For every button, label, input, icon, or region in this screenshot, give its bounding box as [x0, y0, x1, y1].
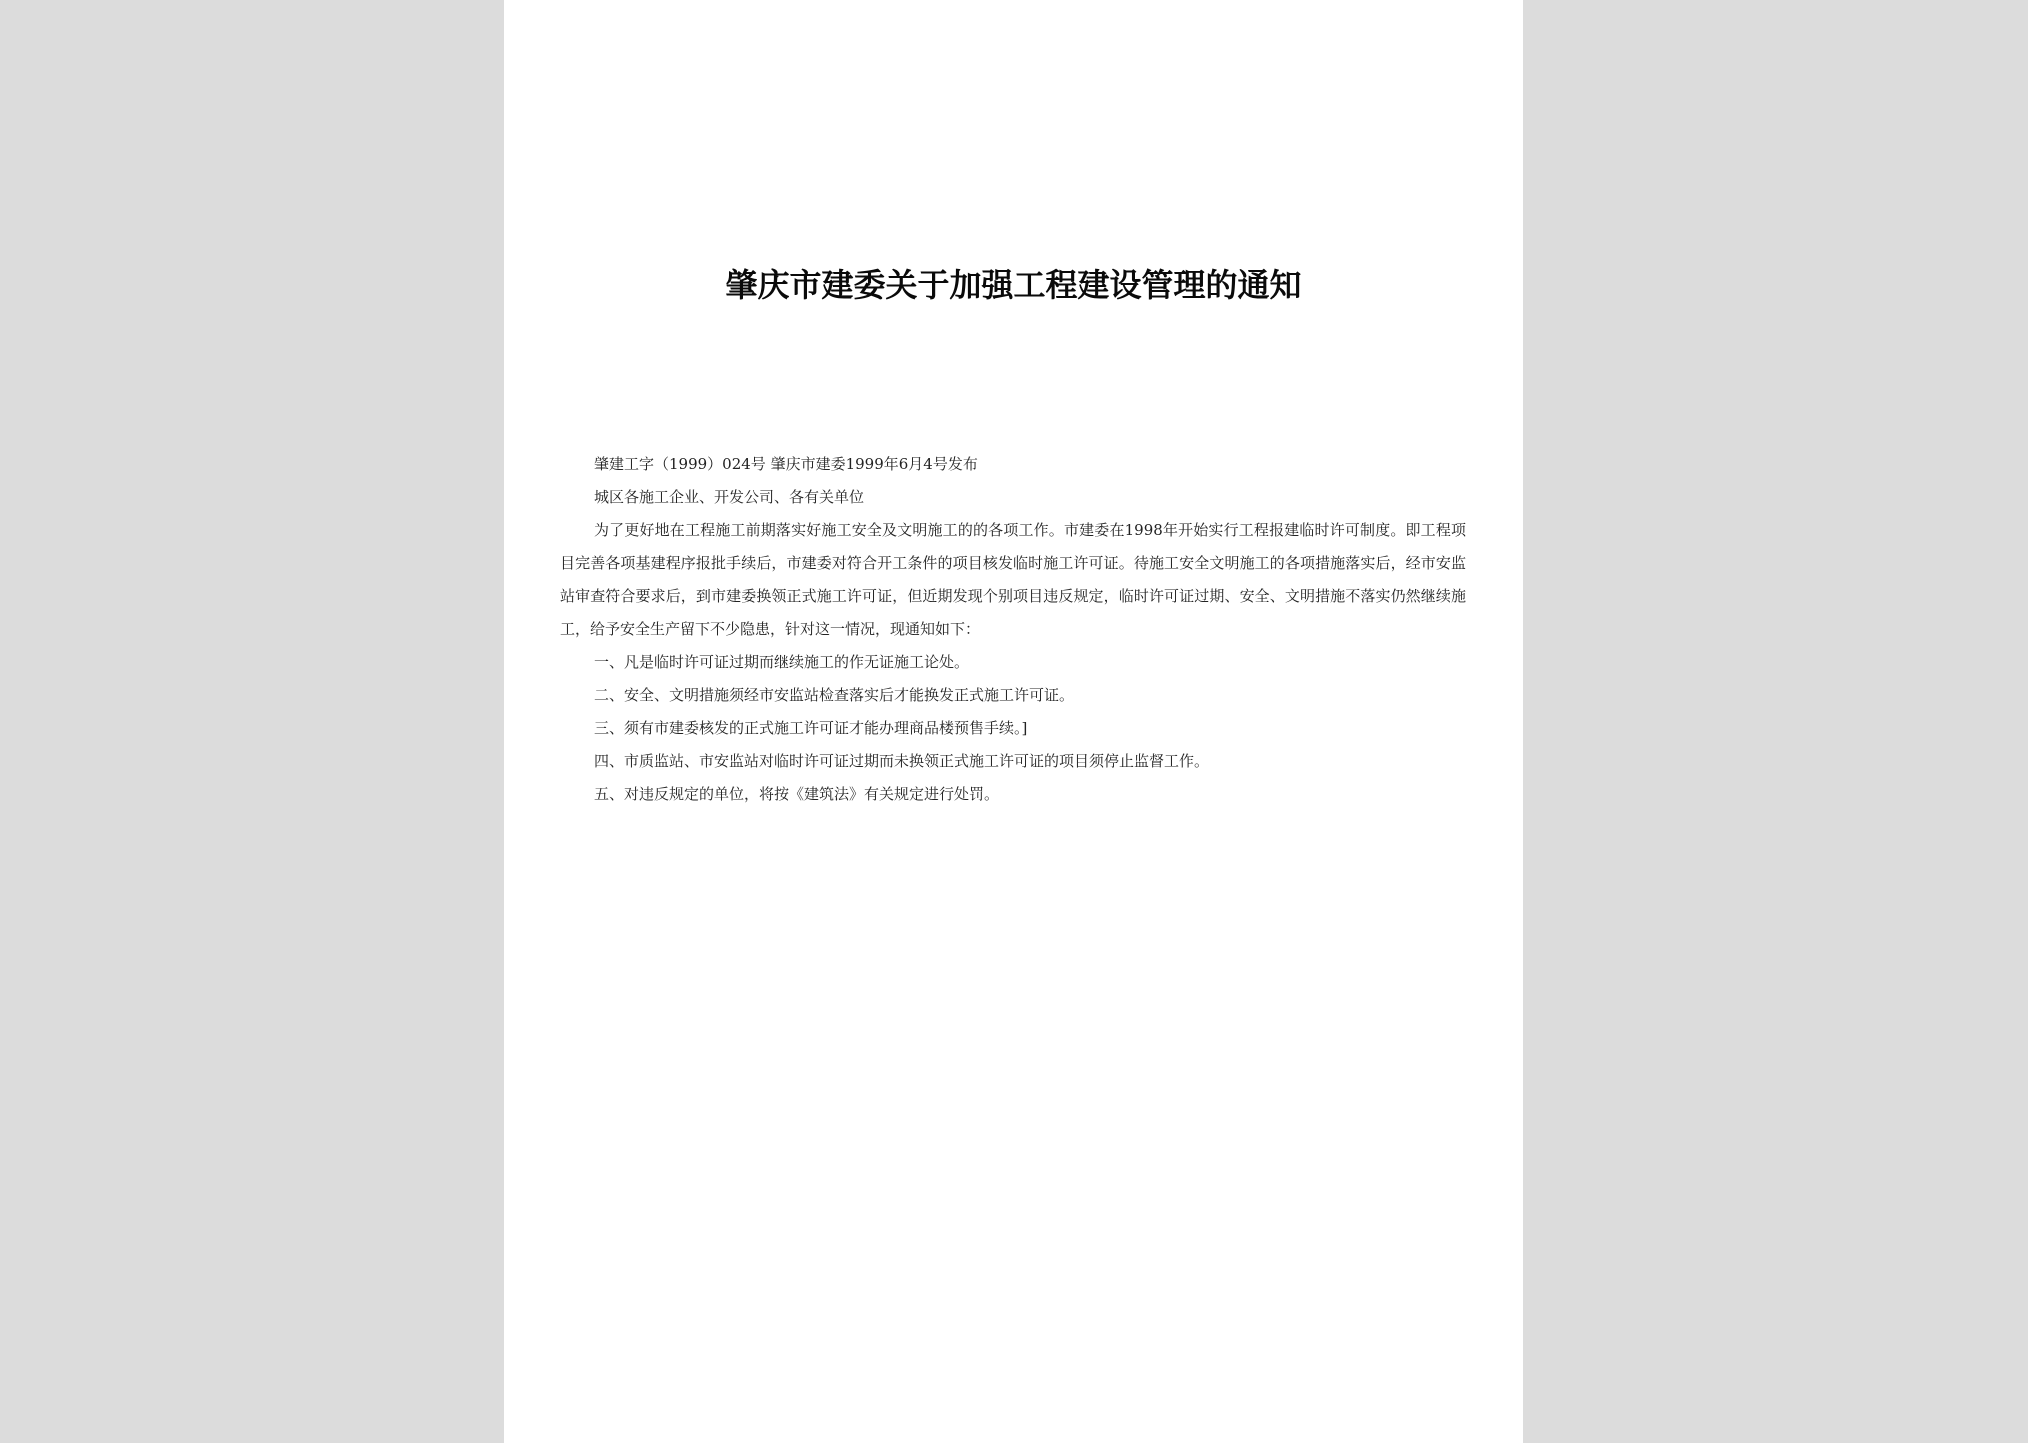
- document-page: [504, 0, 1523, 1443]
- document-title: 肇庆市建委关于加强工程建设管理的通知: [725, 266, 1302, 304]
- document-body: [560, 448, 1466, 811]
- notice-item-5: 五、对违反规定的单位，将按《建筑法》有关规定进行处罚。: [594, 785, 1000, 803]
- intro-paragraph: 为了更好地在工程施工前期落实好施工安全及文明施工的的各项工作。市建委在1998年开始实行工程报建临时许可制度。即工程项目完善各项基建程序报批手续后，市建委对符合开工条件的项目核发临时施工许可证。待施工安全文明施工的各项措施落实后，经市安监站审查符合要求后，到市建委换领正式施工许可证，但近期发现个别项目违反规定，临时许可证过期、安全、文明措施不落实仍然继续施工，给予安全生产留下不少隐患，针对这一情况，现通知如下：: [560, 521, 1466, 638]
- issue-line: 肇建工字（1999）024号 肇庆市建委1999年6月4号发布: [594, 455, 978, 473]
- recipients-line: 城区各施工企业、开发公司、各有关单位: [594, 488, 865, 506]
- notice-item-3: 三、须有市建委核发的正式施工许可证才能办理商品楼预售手续。]: [594, 719, 1028, 737]
- notice-item-1: 一、凡是临时许可证过期而继续施工的作无证施工论处。: [594, 653, 970, 671]
- notice-item-4: 四、市质监站、市安监站对临时许可证过期而未换领正式施工许可证的项目须停止监督工作。: [594, 752, 1210, 770]
- notice-item-2: 二、安全、文明措施须经市安监站检查落实后才能换发正式施工许可证。: [594, 686, 1075, 704]
